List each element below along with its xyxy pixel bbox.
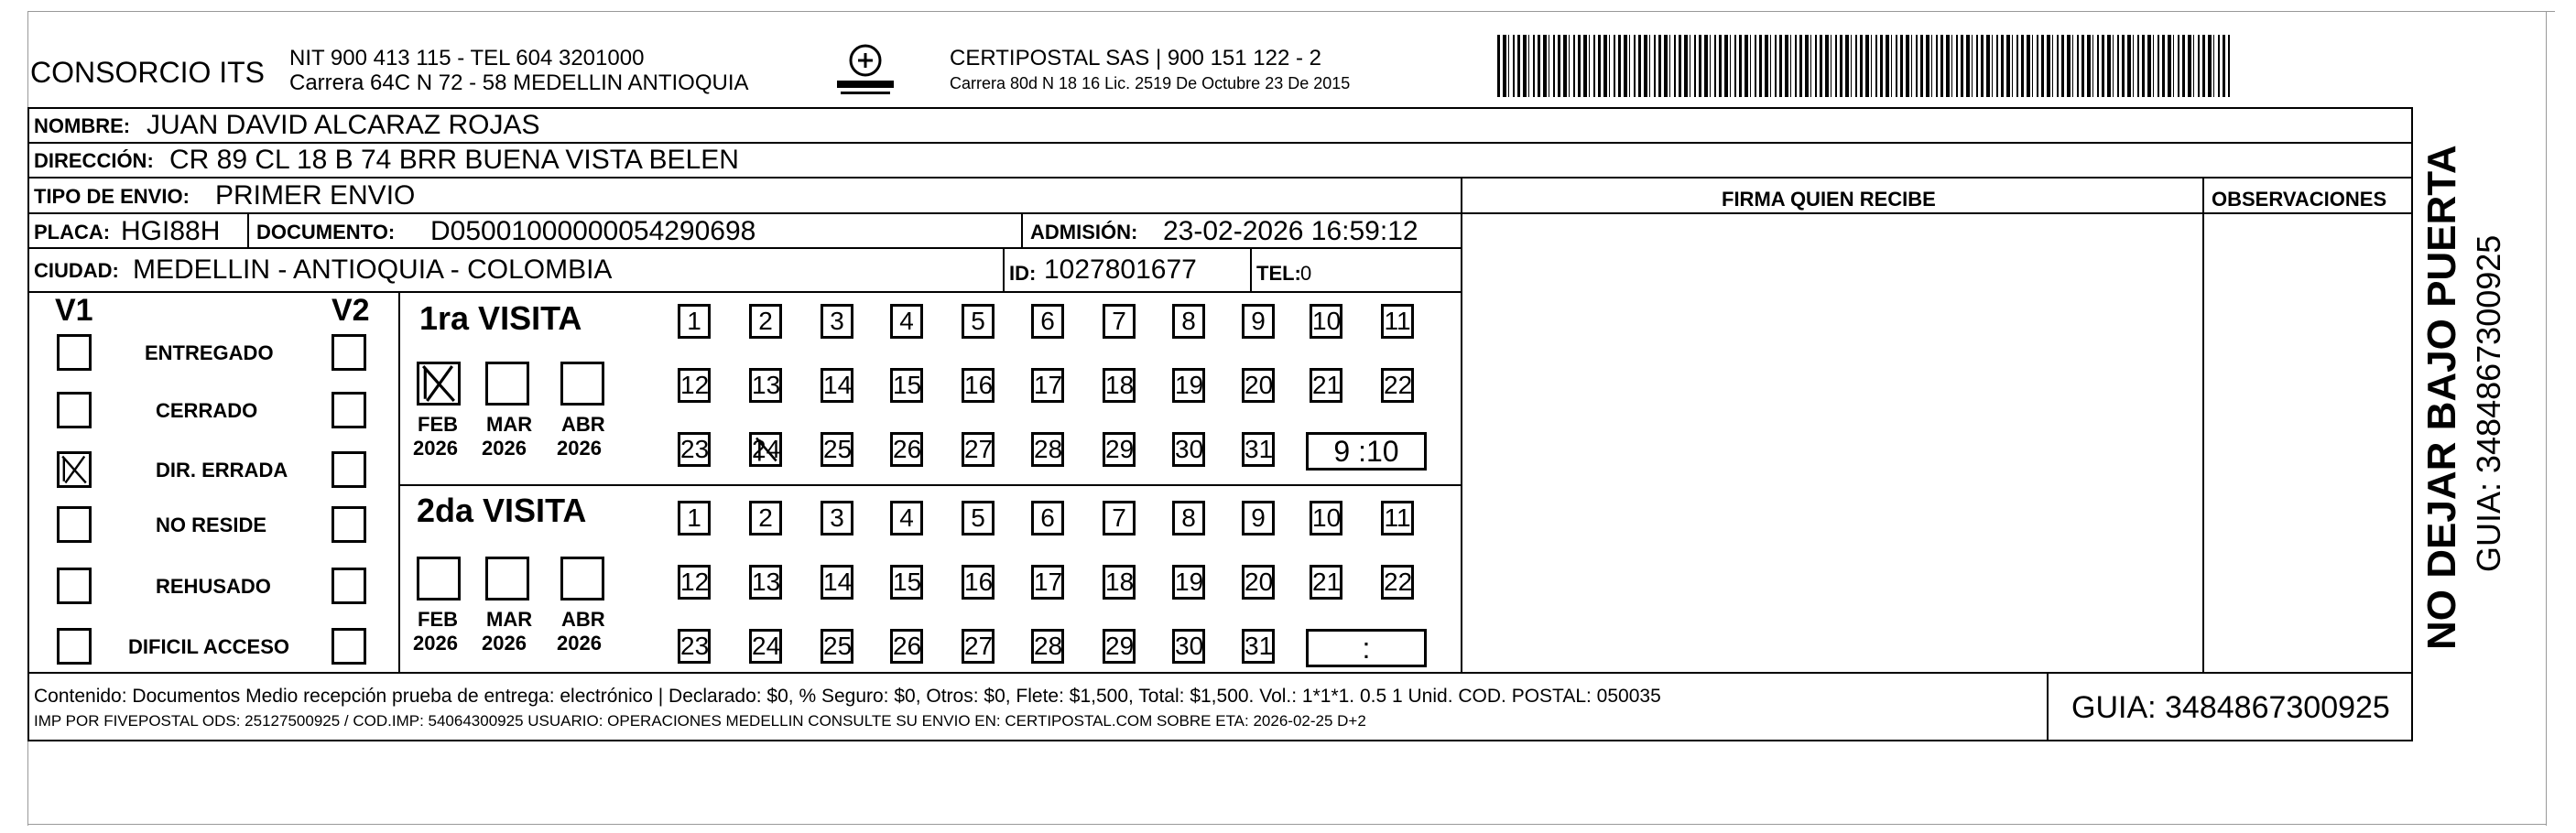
v2-header: V2	[332, 293, 370, 328]
month-label: MAR	[486, 608, 533, 631]
visit1-day-box[interactable]: 16	[962, 368, 995, 403]
visit1-day-box[interactable]: 31	[1242, 432, 1275, 467]
visit1-day-box[interactable]: 4	[890, 304, 923, 339]
visit1-day-box[interactable]: 21	[1310, 368, 1342, 403]
visit2-day-box[interactable]: 21	[1310, 565, 1342, 600]
visit1-day-box[interactable]: 18	[1103, 368, 1136, 403]
visit2-time-box[interactable]: :	[1306, 629, 1427, 667]
observaciones-label: OBSERVACIONES	[2212, 188, 2387, 211]
id-label: ID:	[1009, 262, 1037, 285]
visit2-month-checkbox[interactable]	[417, 557, 461, 600]
year-label: 2026	[482, 437, 527, 460]
month-label: FEB	[418, 608, 458, 631]
nombre-value: JUAN DAVID ALCARAZ ROJAS	[147, 110, 540, 140]
visit2-day-box[interactable]: 8	[1172, 501, 1205, 536]
visit2-day-box[interactable]: 14	[821, 565, 853, 600]
footer-guia: GUIA: 3484867300925	[2071, 690, 2390, 725]
month-label: ABR	[561, 608, 605, 631]
v2-checkbox[interactable]	[332, 628, 366, 665]
visit1-day-box[interactable]: 25	[821, 432, 853, 467]
visit2-month-checkbox[interactable]	[560, 557, 604, 600]
v1-checkbox[interactable]	[57, 568, 92, 604]
visit1-day-box[interactable]: 11	[1381, 304, 1414, 339]
visit2-day-box[interactable]: 26	[890, 629, 923, 664]
visit2-day-box[interactable]: 24	[749, 629, 782, 664]
visit2-day-box[interactable]: 13	[749, 565, 782, 600]
v2-checkbox[interactable]	[332, 568, 366, 604]
company-nit-tel: NIT 900 413 115 - TEL 604 3201000	[289, 46, 645, 70]
visit2-day-box[interactable]: 22	[1381, 565, 1414, 600]
visit2-title: 2da VISITA	[417, 492, 587, 529]
visit1-day-box[interactable]: 12	[678, 368, 711, 403]
ciudad-label: CIUDAD:	[34, 259, 119, 282]
checklist-item-label: NO RESIDE	[156, 514, 267, 536]
v1-header: V1	[55, 293, 93, 328]
month-label: FEB	[418, 413, 458, 436]
visit1-day-box[interactable]: 15	[890, 368, 923, 403]
visit1-day-box[interactable]: 27	[962, 432, 995, 467]
v1-checkbox[interactable]	[57, 628, 92, 665]
visit2-day-box[interactable]: 16	[962, 565, 995, 600]
v2-checkbox[interactable]	[332, 392, 366, 428]
visit2-day-box[interactable]: 4	[890, 501, 923, 536]
visit2-month-checkbox[interactable]	[485, 557, 529, 600]
visit2-day-box[interactable]: 2	[749, 501, 782, 536]
visit2-day-box[interactable]: 20	[1242, 565, 1275, 600]
visit1-day-box[interactable]: 28	[1031, 432, 1064, 467]
form-top-border	[27, 107, 2413, 109]
footer-print-line: IMP POR FIVEPOSTAL ODS: 25127500925 / COD.IMP: 54064300925 USUARIO: OPERACIONES MEDELLIN CONSULTE SU ENVIO EN: CERTIPOSTAL.COM SOBRE ETA: 2026-02-25 D+2	[34, 712, 1366, 730]
carrier-name: CERTIPOSTAL SAS | 900 151 122 - 2	[950, 46, 1321, 70]
visit2-day-box[interactable]: 31	[1242, 629, 1275, 664]
direccion-label: DIRECCIÓN:	[34, 149, 154, 172]
visit1-day-box[interactable]: 14	[821, 368, 853, 403]
v1-checkbox[interactable]	[57, 392, 92, 428]
visit2-day-box[interactable]: 29	[1103, 629, 1136, 664]
visit1-day-box[interactable]: 3	[821, 304, 853, 339]
year-label: 2026	[482, 632, 527, 654]
visit1-day-box[interactable]: 24	[749, 432, 782, 467]
company-name: CONSORCIO ITS	[30, 56, 266, 89]
barcode	[1497, 35, 2230, 97]
visit1-day-box[interactable]: 1	[678, 304, 711, 339]
checklist-item-label: DIR. ERRADA	[156, 459, 288, 481]
visit2-day-box[interactable]: 23	[678, 629, 711, 664]
firma-label: FIRMA QUIEN RECIBE	[1722, 188, 1936, 211]
documento-value: D05001000000054290698	[430, 216, 756, 246]
visit2-day-box[interactable]: 27	[962, 629, 995, 664]
visit2-day-box[interactable]: 11	[1381, 501, 1414, 536]
tel-label: TEL:	[1256, 262, 1301, 285]
visit1-day-box[interactable]: 10	[1310, 304, 1342, 339]
visit1-day-box[interactable]: 9	[1242, 304, 1275, 339]
checklist-item-label: ENTREGADO	[145, 341, 274, 364]
visit2-day-box[interactable]: 10	[1310, 501, 1342, 536]
visit2-day-box[interactable]: 15	[890, 565, 923, 600]
placa-value: HGI88H	[121, 216, 221, 246]
direccion-value: CR 89 CL 18 B 74 BRR BUENA VISTA BELEN	[169, 145, 739, 175]
visit1-day-box[interactable]: 13	[749, 368, 782, 403]
v1-checkbox[interactable]	[57, 451, 92, 488]
no-dejar-bajo-puerta: NO DEJAR BAJO PUERTA	[2419, 145, 2464, 650]
checklist-item-label: CERRADO	[156, 399, 258, 422]
visit1-day-box[interactable]: 19	[1172, 368, 1205, 403]
visit1-day-box[interactable]: 26	[890, 432, 923, 467]
visit1-day-box[interactable]: 2	[749, 304, 782, 339]
month-label: ABR	[561, 413, 605, 436]
v1-checkbox[interactable]	[57, 334, 92, 371]
year-label: 2026	[557, 632, 602, 654]
visit2-day-box[interactable]: 19	[1172, 565, 1205, 600]
visit2-day-box[interactable]: 12	[678, 565, 711, 600]
visit2-day-box[interactable]: 9	[1242, 501, 1275, 536]
visit1-time-box[interactable]: 9 :10	[1306, 432, 1427, 471]
visit1-title: 1ra VISITA	[419, 299, 582, 337]
v1-checkbox[interactable]	[57, 506, 92, 543]
company-address: Carrera 64C N 72 - 58 MEDELLIN ANTIOQUIA	[289, 70, 749, 95]
admision-value: 23-02-2026 16:59:12	[1163, 216, 1418, 246]
nombre-label: NOMBRE:	[34, 114, 131, 137]
visit2-day-box[interactable]: 3	[821, 501, 853, 536]
visit1-day-box[interactable]: 20	[1242, 368, 1275, 403]
visit1-month-checkbox[interactable]	[560, 362, 604, 406]
year-label: 2026	[413, 632, 458, 654]
visit2-day-box[interactable]: 25	[821, 629, 853, 664]
documento-label: DOCUMENTO:	[256, 221, 396, 243]
visit1-day-box[interactable]: 23	[678, 432, 711, 467]
visit1-month-checkbox[interactable]	[485, 362, 529, 406]
visit2-day-box[interactable]: 1	[678, 501, 711, 536]
visit2-day-box[interactable]: 18	[1103, 565, 1136, 600]
id-value: 1027801677	[1044, 254, 1197, 285]
tipo-envio-label: TIPO DE ENVIO:	[34, 185, 190, 208]
visit1-day-box[interactable]: 30	[1172, 432, 1205, 467]
v2-checkbox[interactable]	[332, 451, 366, 488]
visit1-day-box[interactable]: 22	[1381, 368, 1414, 403]
month-label: MAR	[486, 413, 533, 436]
year-label: 2026	[557, 437, 602, 460]
checklist-item-label: REHUSADO	[156, 575, 271, 598]
admision-label: ADMISIÓN:	[1030, 221, 1138, 243]
footer-content-line: Contenido: Documentos Medio recepción prueba de entrega: electrónico | Declarado: $0, % Seguro: $0, Otros: $0, Flete: $1,500, Total: $1,500. Vol.: 1*1*1. 0.5 1 Unid. COD. POSTAL: 050035	[34, 686, 1661, 707]
v2-checkbox[interactable]	[332, 334, 366, 371]
visit2-day-box[interactable]: 30	[1172, 629, 1205, 664]
side-guia: GUIA: 3484867300925	[2470, 234, 2507, 572]
visit1-month-checkbox[interactable]	[417, 362, 461, 406]
tel-value: 0	[1300, 262, 1312, 285]
year-label: 2026	[413, 437, 458, 460]
visit2-day-box[interactable]: 17	[1031, 565, 1064, 600]
visit1-day-box[interactable]: 6	[1031, 304, 1064, 339]
certipostal-logo	[833, 40, 897, 103]
carrier-address: Carrera 80d N 18 16 Lic. 2519 De Octubre 23 De 2015	[950, 74, 1351, 92]
visit2-day-box[interactable]: 5	[962, 501, 995, 536]
visit1-day-box[interactable]: 8	[1172, 304, 1205, 339]
visit2-day-box[interactable]: 28	[1031, 629, 1064, 664]
visit1-day-box[interactable]: 7	[1103, 304, 1136, 339]
v2-checkbox[interactable]	[332, 506, 366, 543]
visit2-day-box[interactable]: 6	[1031, 501, 1064, 536]
visit1-day-box[interactable]: 5	[962, 304, 995, 339]
tipo-envio-value: PRIMER ENVIO	[215, 180, 416, 211]
placa-label: PLACA:	[34, 221, 111, 243]
visit1-day-box[interactable]: 17	[1031, 368, 1064, 403]
visit2-day-box[interactable]: 7	[1103, 501, 1136, 536]
ciudad-value: MEDELLIN - ANTIOQUIA - COLOMBIA	[133, 254, 613, 285]
checklist-item-label: DIFICIL ACCESO	[128, 635, 290, 658]
visit1-day-box[interactable]: 29	[1103, 432, 1136, 467]
